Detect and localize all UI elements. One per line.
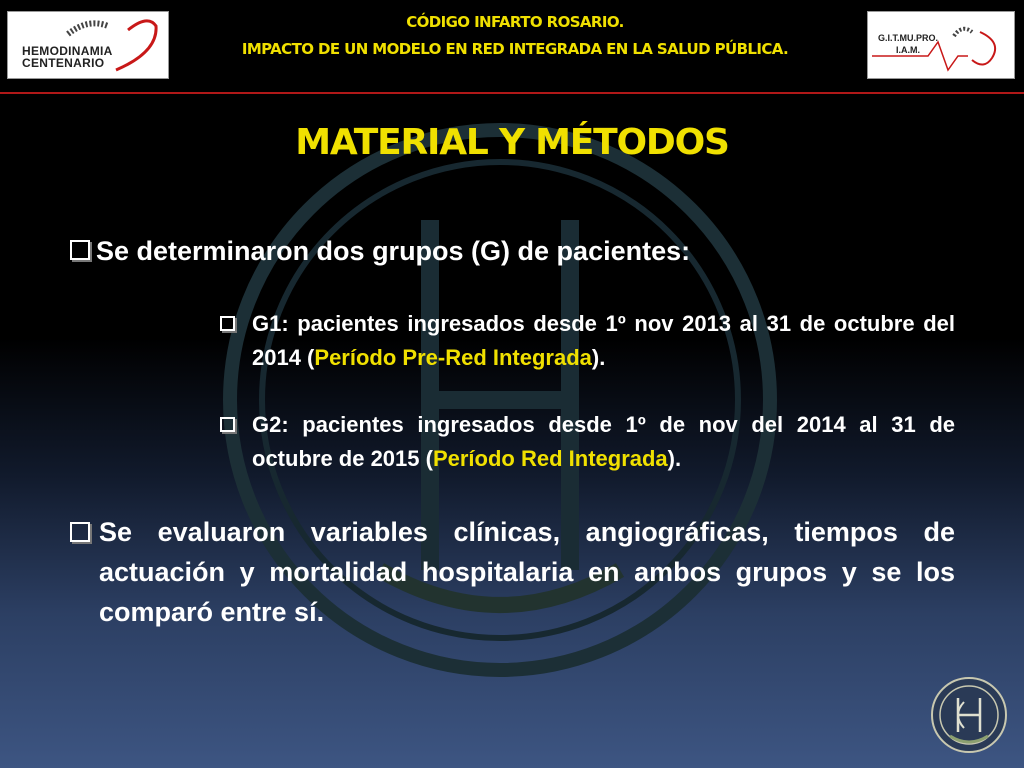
header-line-2: IMPACTO DE UN MODELO EN RED INTEGRADA EN LA SALUD PÚBLICA. [241, 40, 789, 58]
bullet-g1-text [252, 307, 955, 375]
bullet-g1 [220, 307, 955, 375]
g1-period: Período Pre-Red Integrada [314, 345, 592, 370]
hemodinamia-logo [7, 11, 169, 79]
gitmupro-logo [867, 11, 1015, 79]
institution-seal-icon [930, 676, 1008, 754]
bullet-groups-text: Se determinaron dos grupos (G) de pacientes: [96, 236, 691, 266]
header-bar [0, 0, 1024, 94]
logo-left-label: HEMODINAMIA CENTENARIO [22, 44, 113, 70]
bullet-g2-text [252, 408, 955, 476]
g2-suffix: ). [667, 446, 682, 471]
slide-title: MATERIAL Y MÉTODOS [295, 122, 729, 163]
bullet-variables-text: Se evaluaron variables clínicas, angiográficas, tiempos de actuación y mortalidad hospitalaria en ambos grupos y se los comparó entre sí. [99, 517, 955, 627]
checkbox-bullet-icon [70, 240, 90, 260]
bullet-variables [70, 512, 955, 632]
bullet-groups [70, 236, 690, 267]
g1-prefix: G1: pacientes ingresados desde 1º nov 2013 al 31 de octubre del 2014 ( [252, 311, 955, 370]
checkbox-bullet-icon [70, 522, 90, 542]
g1-suffix: ). [591, 345, 606, 370]
g2-period: Período Red Integrada [432, 446, 668, 471]
checkbox-bullet-icon [220, 417, 235, 432]
bullet-g2 [220, 408, 955, 476]
checkbox-bullet-icon [220, 316, 235, 331]
g2-prefix: G2: pacientes ingresados desde 1º de nov del 2014 al 31 de octubre de 2015 ( [252, 412, 955, 471]
logo-right-label: G.I.T.MU.PRO. I.A.M. [878, 33, 939, 55]
header-line-1: CÓDIGO INFARTO ROSARIO. [406, 13, 624, 31]
